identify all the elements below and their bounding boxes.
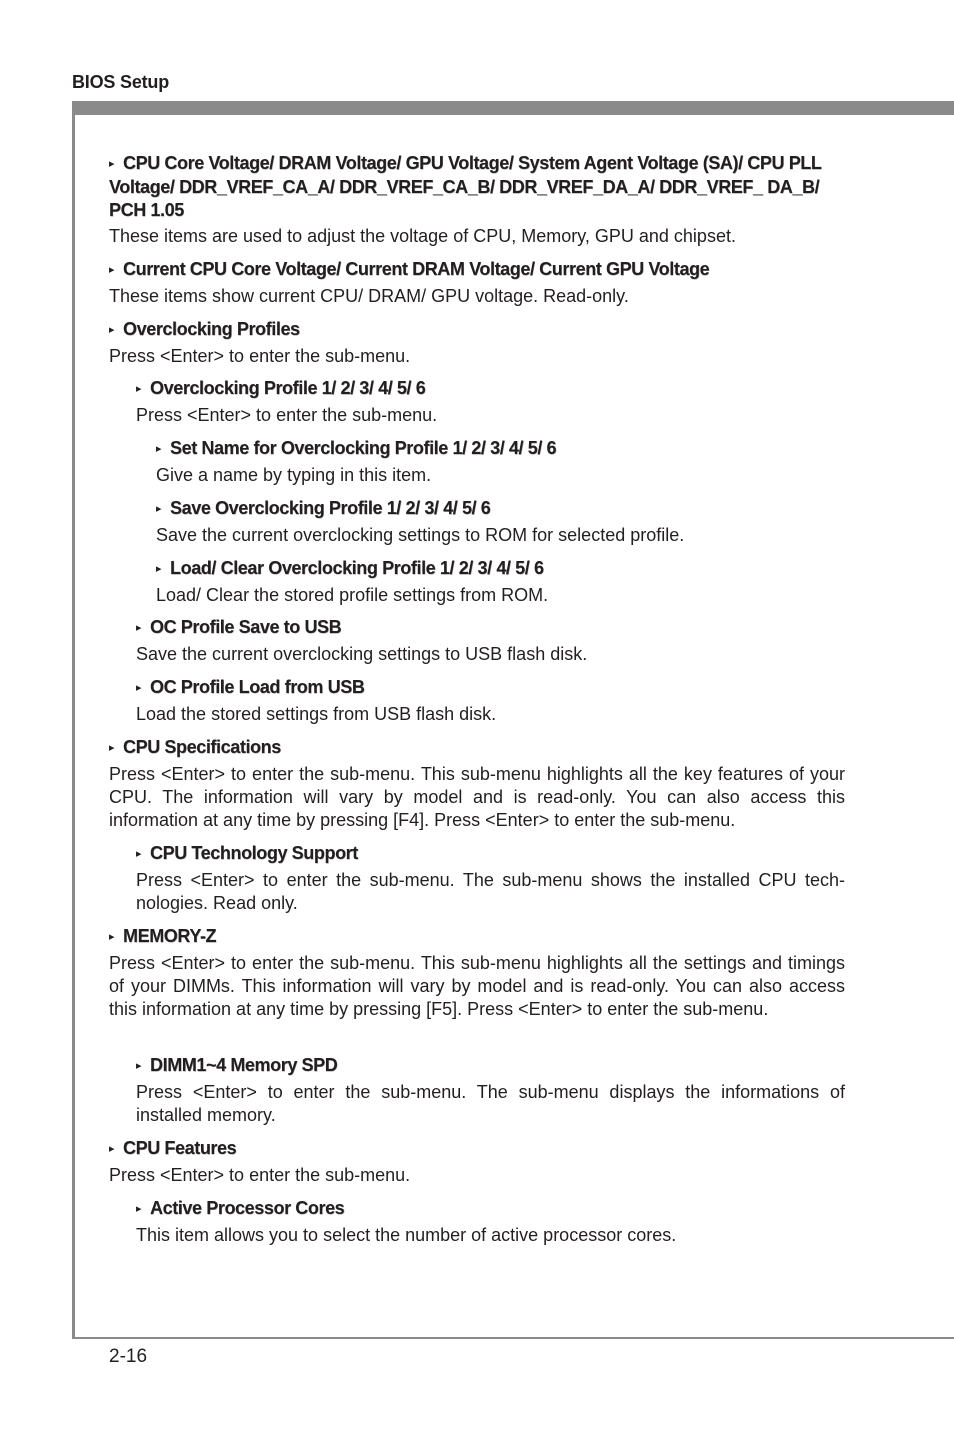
entry-overclocking-profile-n: [136, 377, 845, 427]
entry-overclocking-profiles: [109, 318, 845, 368]
triangle-bullet-icon: ▸: [136, 848, 142, 860]
triangle-bullet-icon: ▸: [109, 931, 115, 943]
entry-title: OC Profile Save to USB: [150, 617, 342, 637]
entry-load-clear-profile: [156, 557, 845, 607]
entry-description: These items are used to adjust the voltage of CPU, Memory, GPU and chipset.: [109, 226, 736, 246]
entry-cpu-technology-support: [136, 842, 845, 915]
entry-description: Press <Enter> to enter the sub-menu. This sub-menu highlights all the key features of your CPU. The information will vary by model and is read-only. You can also access this information at any time by pressing [F4]. Press <Enter> to enter the sub-menu.: [109, 764, 845, 830]
entry-title: CPU Features: [123, 1138, 237, 1158]
page-number: 2-16: [109, 1346, 148, 1367]
triangle-bullet-icon: ▸: [136, 622, 142, 634]
entry-current-voltage: [109, 258, 845, 308]
entry-memory-z: [109, 925, 845, 1021]
entry-description: Save the current overclocking settings to USB flash disk.: [136, 644, 588, 664]
entry-oc-profile-save-usb: [136, 616, 845, 666]
entry-active-processor-cores: [136, 1197, 845, 1247]
entry-description: Give a name by typing in this item.: [156, 465, 432, 485]
entry-title: Current CPU Core Voltage/ Current DRAM Voltage/ Current GPU Voltage: [123, 259, 710, 279]
entry-description: This item allows you to select the number of active processor cores.: [136, 1225, 677, 1245]
entry-dimm-memory-spd: [136, 1054, 845, 1127]
entry-description: Press <Enter> to enter the sub-menu. This sub-menu highlights all the settings and timings of your DIMMs. This information will vary by model and is read-only. You can also access this information at any time by pressing [F5]. Press <Enter> to enter the sub-menu.: [109, 953, 845, 1019]
entry-description: Press <Enter> to enter the sub-menu.: [136, 405, 438, 425]
entry-title: Overclocking Profiles: [123, 319, 300, 339]
triangle-bullet-icon: ▸: [136, 682, 142, 694]
entry-description: Load/ Clear the stored profile settings from ROM.: [156, 585, 549, 605]
entry-cpu-specifications: [109, 736, 845, 832]
entry-description: Save the current overclocking settings to ROM for selected profile.: [156, 525, 685, 545]
entry-title: CPU Core Voltage/ DRAM Voltage/ GPU Voltage/ System Agent Voltage (SA)/ CPU PLL Voltage/ DDR_VREF_CA_A/ DDR_VREF_CA_B/ DDR_VREF_DA_A/ DDR_VREF_ DA_B/ PCH 1.05: [109, 153, 822, 220]
entry-oc-profile-load-usb: [136, 676, 845, 726]
triangle-bullet-icon: ▸: [136, 1203, 142, 1215]
entry-description: Load the stored settings from USB flash disk.: [136, 704, 497, 724]
entry-set-name-profile: [156, 437, 845, 487]
entry-title: CPU Specifications: [123, 737, 281, 757]
entry-description: Press <Enter> to enter the sub-menu.: [109, 1165, 411, 1185]
entry-title: Load/ Clear Overclocking Profile 1/ 2/ 3/ 4/ 5/ 6: [170, 558, 544, 578]
header-label: BIOS Setup: [72, 72, 170, 92]
entry-description: Press <Enter> to enter the sub-menu. The sub-menu displays the informations of installed memory.: [136, 1082, 845, 1125]
entry-title: Save Overclocking Profile 1/ 2/ 3/ 4/ 5/ 6: [170, 498, 491, 518]
entry-title: OC Profile Load from USB: [150, 677, 365, 697]
entry-title: Overclocking Profile 1/ 2/ 3/ 4/ 5/ 6: [150, 378, 426, 398]
triangle-bullet-icon: ▸: [136, 1060, 142, 1072]
triangle-bullet-icon: ▸: [109, 742, 115, 754]
triangle-bullet-icon: ▸: [156, 443, 162, 455]
triangle-bullet-icon: ▸: [156, 563, 162, 575]
entry-title: Set Name for Overclocking Profile 1/ 2/ 3/ 4/ 5/ 6: [170, 438, 557, 458]
triangle-bullet-icon: ▸: [109, 158, 115, 170]
entry-title: Active Processor Cores: [150, 1198, 345, 1218]
entry-description: Press <Enter> to enter the sub-menu. The sub-menu shows the installed CPU tech-nologies. Read only.: [136, 870, 845, 913]
left-margin-rule: [72, 101, 75, 1338]
entry-voltage-settings: [109, 152, 845, 248]
entry-title: CPU Technology Support: [150, 843, 358, 863]
triangle-bullet-icon: ▸: [109, 1143, 115, 1155]
entry-cpu-features: [109, 1137, 845, 1187]
entry-description: Press <Enter> to enter the sub-menu.: [109, 346, 411, 366]
entry-title: DIMM1~4 Memory SPD: [150, 1055, 338, 1075]
header-bar: [72, 101, 954, 115]
triangle-bullet-icon: ▸: [109, 264, 115, 276]
triangle-bullet-icon: ▸: [156, 503, 162, 515]
triangle-bullet-icon: ▸: [136, 383, 142, 395]
footer-rule: [72, 1337, 954, 1339]
entry-description: These items show current CPU/ DRAM/ GPU voltage. Read-only.: [109, 286, 629, 306]
entry-save-profile: [156, 497, 845, 547]
entry-title: MEMORY-Z: [123, 926, 217, 946]
triangle-bullet-icon: ▸: [109, 324, 115, 336]
